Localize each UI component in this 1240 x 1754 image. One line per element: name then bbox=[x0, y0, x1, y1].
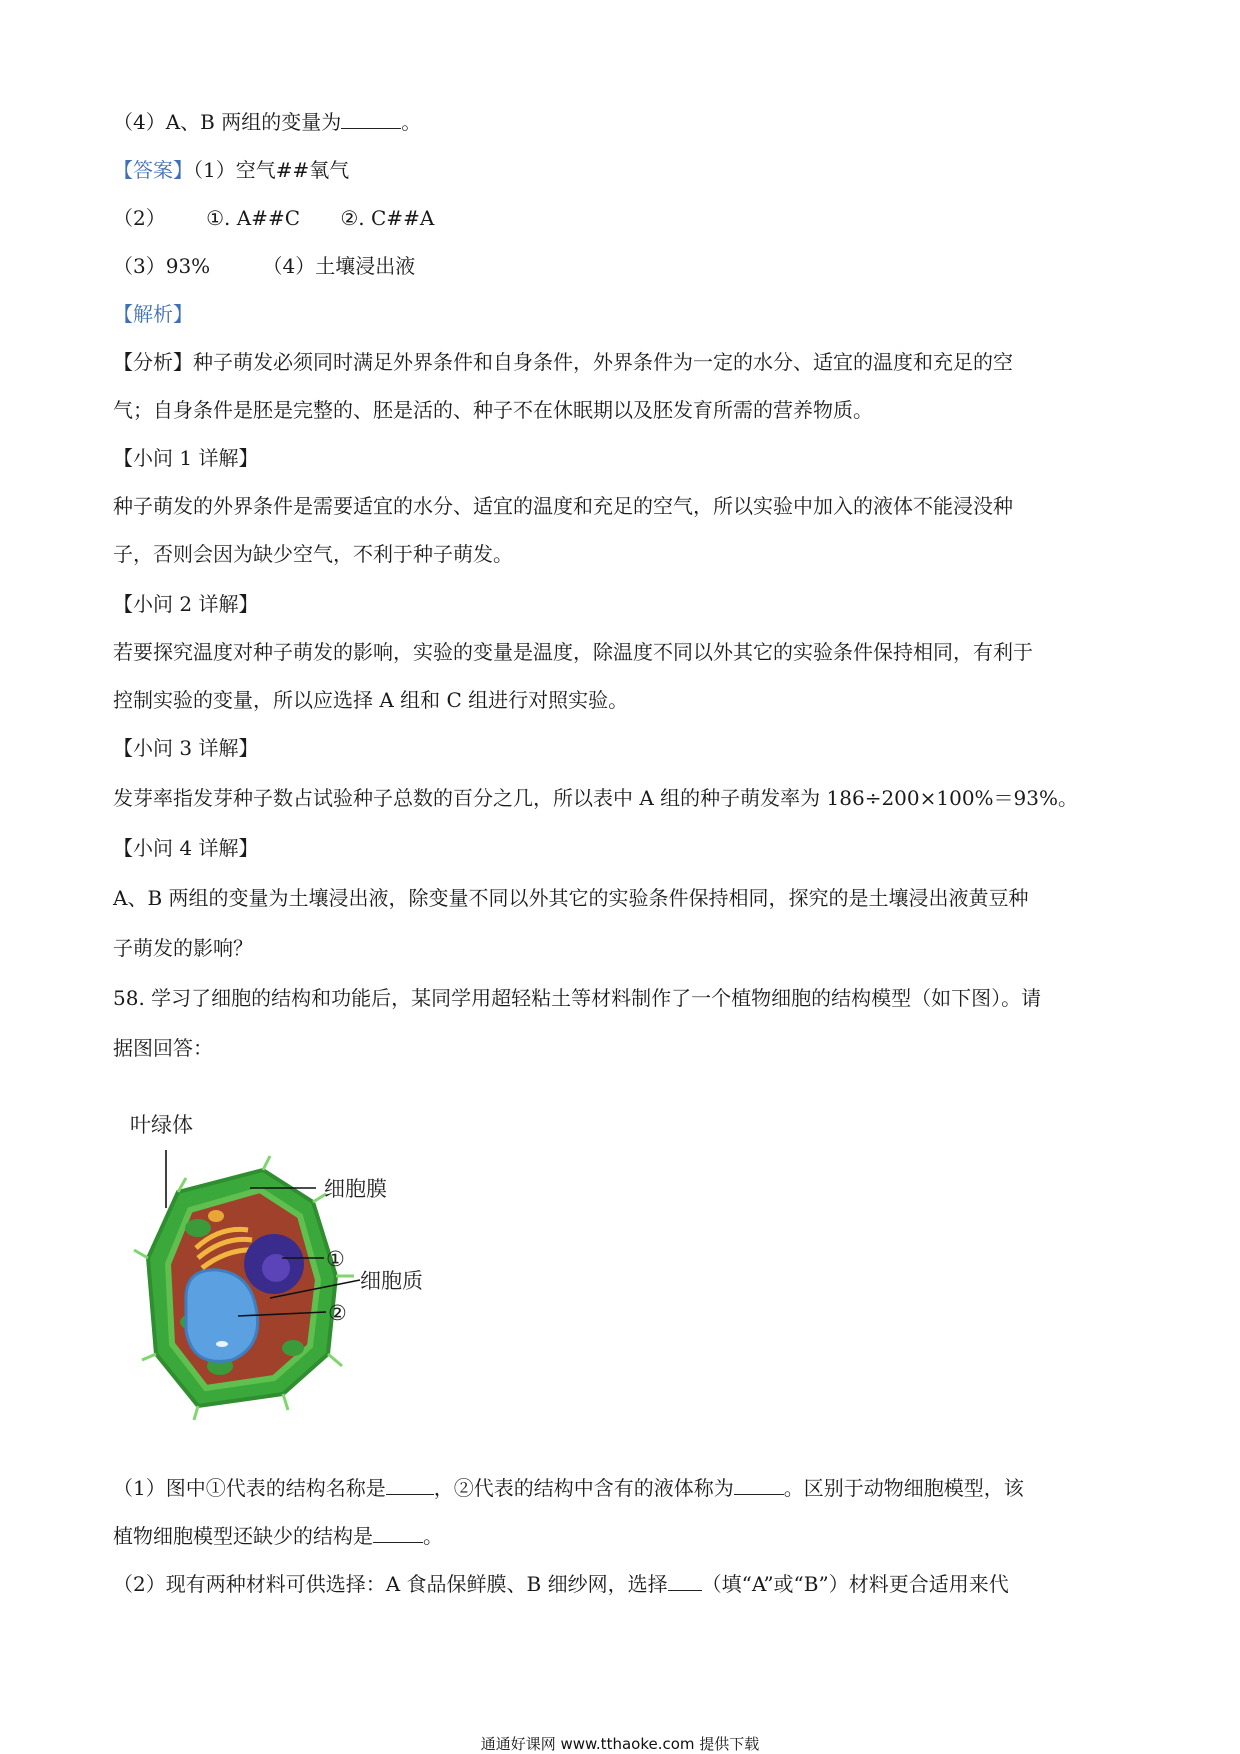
detail-4-paragraph-2: 子萌发的影响？ bbox=[113, 936, 253, 960]
question-58-stem-1: 58. 学习了细胞的结构和功能后，某同学用超轻粘土等材料制作了一个植物细胞的结构模型（如下图）。请 bbox=[113, 986, 1042, 1010]
question-58-part-1-line-2 bbox=[113, 1522, 443, 1550]
answer-blank-3 bbox=[373, 1524, 423, 1543]
detail-2-title: 【小问 2 详解】 bbox=[113, 592, 259, 616]
detail-1-title: 【小问 1 详解】 bbox=[113, 446, 259, 470]
label-cytoplasm: 细胞质 bbox=[360, 1269, 423, 1293]
question-58-stem-2: 据图回答： bbox=[113, 1036, 213, 1060]
answer-tag: 【答案】 bbox=[113, 158, 193, 182]
answer-blank-4 bbox=[668, 1572, 702, 1591]
q58-1-text-a: （1）图中①代表的结构名称是 bbox=[113, 1476, 386, 1500]
detail-3-paragraph-1: 发芽率指发芽种子数占试验种子总数的百分之几，所以表中 A 组的种子萌发率为 186÷200×100%＝93%。 bbox=[113, 786, 1079, 810]
vacuole-highlight bbox=[216, 1341, 228, 1347]
page-footer: 通通好课网 www.tthaoke.com 提供下载 bbox=[480, 1735, 760, 1753]
answer-3: （3）93% bbox=[113, 254, 211, 278]
question-58-part-2-line-1 bbox=[113, 1570, 1009, 1598]
question-58-part-1-line-1 bbox=[113, 1474, 1024, 1502]
label-marker-2: ② bbox=[328, 1301, 347, 1325]
detail-3-title: 【小问 3 详解】 bbox=[113, 736, 259, 760]
answer-blank bbox=[341, 110, 401, 129]
detail-2-paragraph-2: 控制实验的变量，所以应选择 A 组和 C 组进行对照实验。 bbox=[113, 688, 629, 712]
answer-line-2 bbox=[113, 204, 434, 232]
organelle-shape bbox=[208, 1210, 224, 1222]
analysis-paragraph-2: 气；自身条件是胚是完整的、胚是活的、种子不在休眠期以及胚发育所需的营养物质。 bbox=[113, 398, 873, 422]
q58-2-text-a: （2）现有两种材料可供选择：A 食品保鲜膜、B 细纱网，选择 bbox=[113, 1572, 668, 1596]
q57-sub4-end: 。 bbox=[401, 110, 422, 134]
q58-1-text-b: ，②代表的结构中含有的液体称为 bbox=[433, 1476, 734, 1500]
q57-sub4-text: （4）A、B 两组的变量为 bbox=[113, 110, 342, 134]
detail-1-paragraph-1: 种子萌发的外界条件是需要适宜的水分、适宜的温度和充足的空气，所以实验中加入的液体不能浸没种 bbox=[113, 494, 1013, 518]
answer-2-label: （2） bbox=[113, 206, 166, 230]
plant-cell-model-figure bbox=[128, 1098, 488, 1428]
label-chloroplast: 叶绿体 bbox=[130, 1113, 193, 1137]
label-cell-membrane: 细胞膜 bbox=[324, 1177, 387, 1201]
chloroplast-shape-1 bbox=[185, 1219, 211, 1237]
detail-2-paragraph-1: 若要探究温度对种子萌发的影响，实验的变量是温度，除温度不同以外其它的实验条件保持相同，有利于 bbox=[113, 640, 1033, 664]
answer-blank-2 bbox=[734, 1476, 784, 1495]
q58-1-text-e: 。 bbox=[423, 1524, 443, 1548]
answer-blank-1 bbox=[386, 1476, 434, 1495]
analysis-tag: 【解析】 bbox=[113, 302, 193, 326]
detail-4-title: 【小问 4 详解】 bbox=[113, 836, 259, 860]
q58-1-text-d: 植物细胞模型还缺少的结构是 bbox=[113, 1524, 373, 1548]
answer-2-option-2: ②. C##A bbox=[340, 206, 435, 230]
answer-4: （4）土壤浸出液 bbox=[262, 254, 416, 278]
answer-2-option-1: ①. A##C bbox=[206, 206, 300, 230]
detail-4-paragraph-1: A、B 两组的变量为土壤浸出液，除变量不同以外其它的实验条件保持相同，探究的是土壤浸出液黄豆种 bbox=[113, 886, 1029, 910]
analysis-paragraph-1: 【分析】种子萌发必须同时满足外界条件和自身条件，外界条件为一定的水分、适宜的温度和充足的空 bbox=[113, 350, 1013, 374]
q57-sub4 bbox=[113, 108, 421, 136]
detail-1-paragraph-2: 子，否则会因为缺少空气，不利于种子萌发。 bbox=[113, 542, 513, 566]
answer-line-1 bbox=[113, 156, 349, 184]
answer-line-3 bbox=[113, 252, 415, 280]
q58-1-text-c: 。区别于动物细胞模型，该 bbox=[783, 1476, 1024, 1500]
label-marker-1: ① bbox=[326, 1247, 345, 1271]
q58-2-text-b: （填“A”或“B”）材料更合适用来代 bbox=[701, 1572, 1009, 1596]
answer-1: （1）空气##氧气 bbox=[193, 158, 350, 182]
chloroplast-shape-4 bbox=[282, 1340, 304, 1356]
